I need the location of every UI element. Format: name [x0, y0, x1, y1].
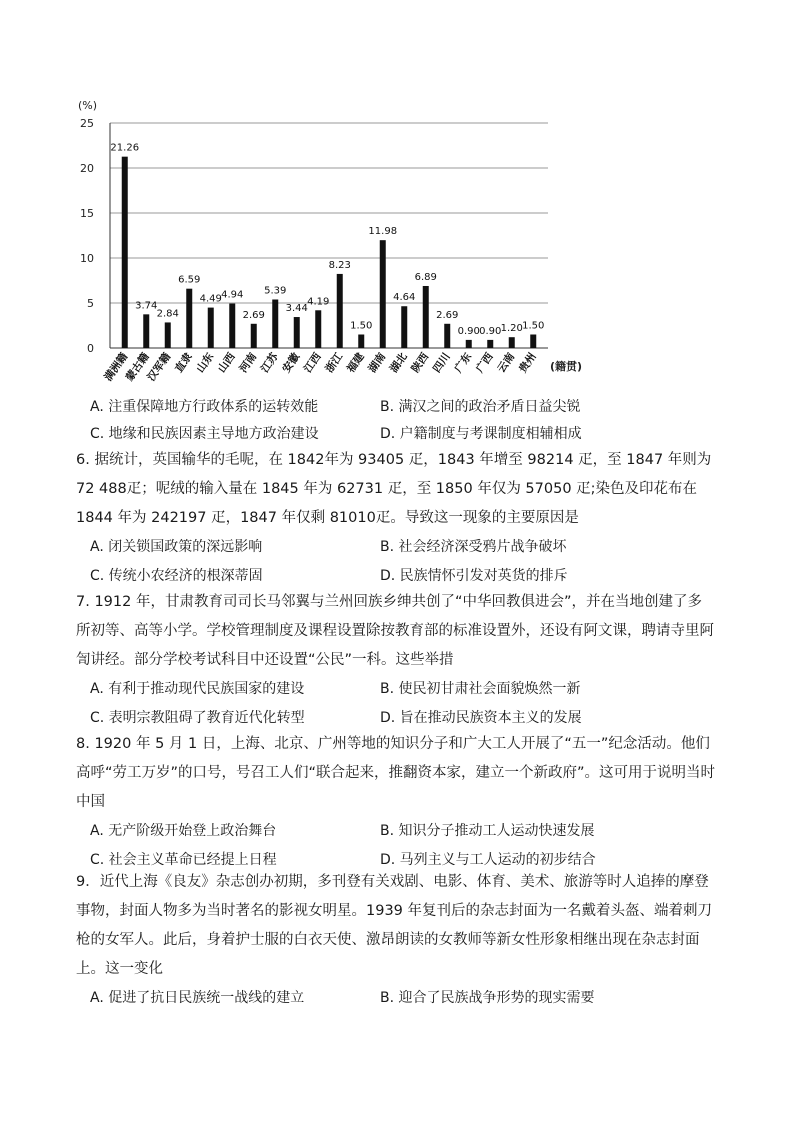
x-category-label: 蒙古籍: [123, 350, 152, 384]
y-tick-label: 10: [80, 252, 94, 265]
q9-option-b[interactable]: B. 迎合了民族战争形势的现实需要: [380, 990, 595, 1006]
bar-value-label: 4.19: [307, 296, 330, 308]
bar: [208, 308, 214, 348]
x-category-label: 陕西: [409, 350, 432, 375]
q6-option-b[interactable]: B. 社会经济深受鸦片战争破坏: [380, 539, 567, 555]
bar: [315, 310, 321, 348]
bar: [380, 240, 386, 348]
bar-value-label: 11.98: [368, 226, 398, 238]
question-6-stem: 6. 据统计，英国输华的毛呢，在 1842年为 93405 疋，1843 年增至 98214 疋，至 1847 年则为 72 488疋；呢绒的输入量在 1845 年为 62731 疋，至 1850 年仅为 57050 疋;染色及印花布在 1844 年为 242197 疋，1847 年仅剩 81010疋。导致这一现象的主要原因是: [76, 452, 712, 526]
question-6: [76, 446, 716, 591]
q7-option-c[interactable]: C. 表明宗教阻碍了教育近代化转型: [90, 710, 305, 726]
y-tick-label: 25: [80, 117, 94, 130]
chart-gridlines: [110, 123, 548, 303]
q8-option-c[interactable]: C. 社会主义革命已经提上日程: [90, 852, 277, 868]
x-category-label: 山西: [215, 350, 238, 375]
bar-chart: [70, 95, 590, 395]
q6-option-c[interactable]: C. 传统小农经济的根深蒂固: [90, 568, 263, 584]
x-category-label: 云南: [495, 350, 518, 375]
x-category-label: 浙江: [323, 350, 346, 375]
x-category-label: 贵州: [516, 350, 539, 375]
q5-option-c[interactable]: C. 地缘和民族因素主导地方政治建设: [90, 426, 319, 442]
bar: [122, 157, 128, 348]
y-tick-label: 20: [80, 162, 94, 175]
bar: [530, 335, 536, 349]
x-category-label: 满洲籍: [102, 350, 131, 384]
question-9: [76, 868, 716, 1013]
x-category-label: 湖南: [366, 350, 389, 375]
y-axis-unit: (%): [78, 99, 98, 112]
bar-value-label: 21.26: [110, 142, 140, 154]
q6-option-a[interactable]: A. 闭关锁国政策的深远影响: [90, 539, 263, 555]
bar: [444, 324, 450, 348]
y-axis-ticks: [80, 117, 94, 355]
bar-value-label: 4.49: [199, 293, 222, 305]
bar-value-label: 4.94: [221, 289, 244, 301]
x-category-label: 直隶: [172, 350, 195, 375]
x-category-label: 安徽: [280, 350, 303, 375]
x-category-label: 广西: [473, 350, 496, 375]
bar-value-label: 5.39: [264, 285, 287, 297]
bar: [466, 340, 472, 348]
x-category-label: 四川: [430, 350, 453, 375]
bar-value-label: 2.84: [156, 308, 179, 320]
bar: [401, 306, 407, 348]
bar: [272, 299, 278, 348]
q8-option-a[interactable]: A. 无产阶级开始登上政治舞台: [90, 823, 277, 839]
bar-value-label: 3.44: [285, 303, 308, 315]
q6-option-d[interactable]: D. 民族情怀引发对英货的排斥: [380, 568, 568, 584]
question-9-stem: 9．近代上海《良友》杂志创办初期，多刊登有关戏剧、电影、体育、美术、旅游等时人追捧的摩登事物，封面人物多为当时著名的影视女明星。1939 年复刊后的杂志封面为一名戴着头盔、端着刺刀枪的女军人。此后，身着护士服的白衣天使、激昂朗读的女教师等新女性形象相继出现在杂志封面上。这一变化: [76, 874, 713, 977]
x-category-label: 江西: [301, 350, 324, 375]
bar-value-label: 0.90: [457, 325, 480, 337]
question-7-stem: 7. 1912 年，甘肃教育司司长马邻翼与兰州回族乡绅共创了“中华回教俱进会”，并在当地创建了多所初等、高等小学。学校管理制度及课程设置除按教育部的标准设置外，还设有阿文课，聘请寺里阿訇讲经。部分学校考试科目中还设置“公民”一科。这些举措: [76, 594, 714, 668]
bar: [186, 289, 192, 348]
x-category-label: 湖北: [387, 350, 410, 375]
x-category-label: 福建: [344, 350, 367, 375]
x-category-label: 广东: [452, 350, 475, 375]
q7-option-a[interactable]: A. 有利于推动现代民族国家的建设: [90, 681, 305, 697]
bar-value-label: 1.50: [522, 320, 545, 332]
x-category-label: 汉军籍: [145, 350, 174, 384]
chart-bars: [122, 157, 537, 348]
bar: [143, 314, 149, 348]
bar: [165, 322, 171, 348]
q8-option-d[interactable]: D. 马列主义与工人运动的初步结合: [380, 852, 596, 868]
bar-value-label: 3.74: [135, 300, 158, 312]
q5-option-a[interactable]: A. 注重保障地方行政体系的运转效能: [90, 399, 319, 415]
bar-value-label: 8.23: [328, 259, 351, 271]
bar: [487, 340, 493, 348]
x-category-label: 河南: [237, 350, 260, 375]
chart-category-labels: [101, 350, 538, 384]
bar-value-label: 1.20: [500, 323, 523, 335]
bar-value-label: 2.69: [242, 309, 265, 321]
q9-option-a[interactable]: A. 促进了抗日民族统一战线的建立: [90, 990, 305, 1006]
bar: [358, 335, 364, 349]
bar-value-label: 6.89: [414, 271, 437, 283]
bar-value-label: 6.59: [178, 274, 201, 286]
bar: [251, 324, 257, 348]
y-tick-label: 5: [87, 297, 94, 310]
y-tick-label: 0: [87, 342, 94, 355]
y-tick-label: 15: [80, 207, 94, 220]
q7-option-b[interactable]: B. 使民初甘肃社会面貌焕然一新: [380, 681, 581, 697]
q5-option-b[interactable]: B. 满汉之间的政治矛盾日益尖锐: [380, 399, 581, 415]
q7-option-d[interactable]: D. 旨在推动民族资本主义的发展: [380, 710, 582, 726]
q5-option-d[interactable]: D. 户籍制度与考课制度相辅相成: [380, 426, 582, 442]
bar-value-label: 1.50: [350, 320, 373, 332]
bar-value-label: 2.69: [436, 309, 459, 321]
bar: [229, 304, 235, 348]
bar: [337, 274, 343, 348]
question-8-stem: 8. 1920 年 5 月 1 日，上海、北京、广州等地的知识分子和广大工人开展了“五一”纪念活动。他们高呼“劳工万岁”的口号，号召工人们“联合起来，推翻资本家，建立一个新政府”。这可用于说明当时中国: [76, 736, 716, 810]
bar: [509, 337, 515, 348]
question-7: [76, 588, 716, 733]
question-8: [76, 730, 716, 875]
x-category-label: 山东: [194, 350, 217, 375]
chart-value-labels: [110, 143, 544, 337]
x-category-label: 江苏: [258, 350, 281, 375]
bar-value-label: 4.64: [393, 292, 416, 304]
bar-value-label: 0.90: [479, 325, 502, 337]
x-axis-unit: (籍贯): [550, 360, 583, 373]
bar: [423, 286, 429, 348]
q8-option-b[interactable]: B. 知识分子推动工人运动快速发展: [380, 823, 595, 839]
bar: [294, 317, 300, 348]
